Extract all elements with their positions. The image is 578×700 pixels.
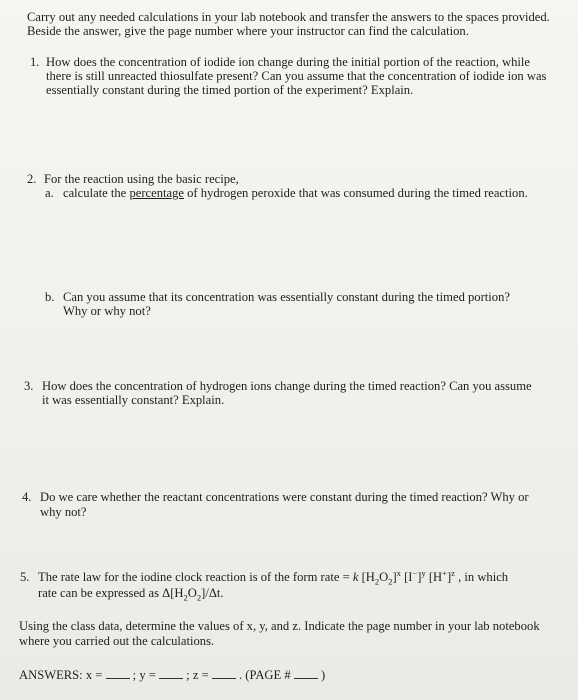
q2-number: 2. bbox=[27, 172, 37, 186]
q5-exponent-z: z bbox=[451, 567, 455, 578]
q2a-underlined-word: percentage bbox=[129, 186, 184, 200]
answers-page-label: . (PAGE # bbox=[235, 668, 291, 682]
answer-x-blank[interactable] bbox=[106, 668, 130, 679]
q2a-letter: a. bbox=[45, 186, 54, 200]
answers-row bbox=[19, 668, 325, 683]
q2a-text bbox=[63, 186, 528, 201]
q5-exponent-x: x bbox=[396, 567, 401, 578]
q5-line-1-end: , in which bbox=[454, 570, 509, 584]
q3-line-2: it was essentially constant? Explain. bbox=[42, 393, 225, 407]
q3-line-1: How does the concentration of hydrogen ions change during the timed reaction? Can you assume bbox=[42, 379, 532, 393]
q5-rate-constant: k bbox=[352, 570, 359, 584]
q5-oxygen: O bbox=[379, 570, 389, 584]
q5-hydrogen: [H bbox=[425, 570, 443, 584]
q2a-post: of hydrogen peroxide that was consumed during the timed reaction. bbox=[183, 186, 528, 200]
answers-label: ANSWERS: x = bbox=[19, 668, 103, 682]
q4-number: 4. bbox=[22, 490, 32, 504]
q5-charge-plus: + bbox=[442, 567, 447, 578]
q5-l2-sub-2b: 2 bbox=[196, 592, 202, 603]
q5-l2-sub-2a: 2 bbox=[183, 592, 188, 603]
q5-rate-expr-post: ]/Δt. bbox=[201, 586, 224, 600]
q5-sub-2b: 2 bbox=[388, 576, 393, 587]
q5-number: 5. bbox=[20, 570, 30, 584]
q5-h2o2-open: [H bbox=[358, 570, 375, 584]
q5-sub-2a: 2 bbox=[374, 576, 380, 587]
q1-line-3: essentially constant during the timed portion of the experiment? Explain. bbox=[46, 83, 414, 97]
q5-bracket-1: ] bbox=[392, 570, 397, 584]
q5-l2-oxygen: O bbox=[187, 586, 197, 600]
q5-line-2 bbox=[38, 586, 224, 601]
instructions-line-1: Using the class data, determine the values of x, y, and z. Indicate the page number in your lab notebook bbox=[19, 619, 540, 633]
q2-line-1: For the reaction using the basic recipe, bbox=[44, 172, 239, 186]
q5-line-1 bbox=[38, 567, 509, 587]
q4-line-1: Do we care whether the reactant concentrations were constant during the timed reaction? Why or bbox=[40, 490, 529, 504]
q3-number: 3. bbox=[24, 379, 34, 393]
q5-exponent-y: y bbox=[421, 567, 426, 578]
intro-line-1: Carry out any needed calculations in your lab notebook and transfer the answers to the spaces provided. bbox=[27, 10, 550, 24]
q1-line-1: How does the concentration of iodide ion change during the initial portion of the reaction, while bbox=[46, 55, 531, 69]
answer-z-blank[interactable] bbox=[212, 668, 236, 679]
q5-bracket-2: ] bbox=[417, 570, 422, 584]
q5-iodide: [I bbox=[400, 570, 413, 584]
answers-z-label: ; z = bbox=[183, 668, 209, 682]
q5-rate-expr-pre: rate can be expressed as Δ[H bbox=[38, 586, 184, 600]
q2b-line-1: Can you assume that its concentration was essentially constant during the timed portion? bbox=[63, 290, 510, 304]
q4-line-2: why not? bbox=[40, 505, 87, 519]
q2b-line-2: Why or why not? bbox=[63, 304, 151, 318]
q1-line-2: there is still unreacted thiosulfate present? Can you assume that the concentration of iodide ion was bbox=[46, 69, 547, 83]
answer-page-blank[interactable] bbox=[294, 668, 318, 679]
intro-line-2: Beside the answer, give the page number where your instructor can find the calculation. bbox=[27, 24, 469, 38]
q5-rate-law-intro: The rate law for the iodine clock reaction is of the form rate = bbox=[38, 570, 353, 584]
q5-charge-minus: − bbox=[412, 567, 418, 578]
q2b-letter: b. bbox=[45, 290, 55, 304]
instructions-line-2: where you carried out the calculations. bbox=[19, 634, 215, 648]
q5-bracket-3: ] bbox=[446, 570, 452, 584]
q1-number: 1. bbox=[30, 55, 40, 69]
answers-close-paren: ) bbox=[317, 668, 326, 682]
q2a-pre: calculate the bbox=[63, 186, 130, 200]
answers-y-label: ; y = bbox=[129, 668, 156, 682]
answer-y-blank[interactable] bbox=[159, 668, 183, 679]
